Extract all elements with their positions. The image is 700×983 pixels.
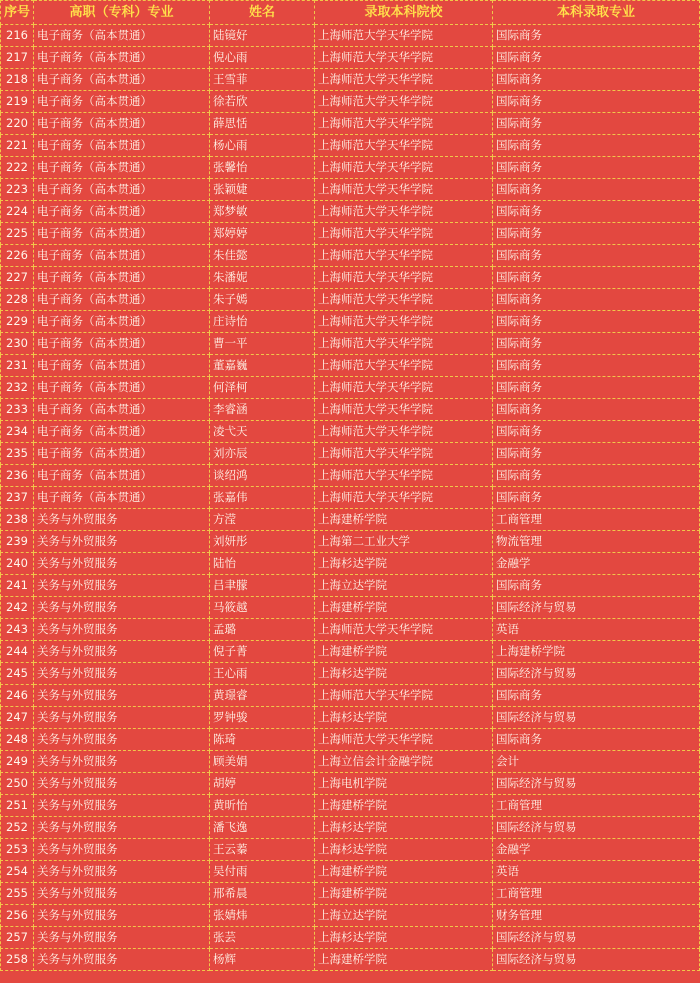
cell-name: 曹一平 [210,333,315,355]
table-row [1,421,700,443]
table-row [1,377,700,399]
cell-undergrad-major: 国际商务 [493,179,700,201]
cell-admitted-college: 上海师范大学天华学院 [315,135,493,157]
cell-undergrad-major: 工商管理 [493,509,700,531]
cell-vocational-major: 关务与外贸服务 [34,795,210,817]
cell-index: 258 [1,949,34,971]
cell-index: 234 [1,421,34,443]
header-index: 序号 [1,1,34,25]
cell-admitted-college: 上海建桥学院 [315,509,493,531]
cell-undergrad-major: 国际商务 [493,135,700,157]
cell-admitted-college: 上海师范大学天华学院 [315,157,493,179]
cell-index: 226 [1,245,34,267]
cell-vocational-major: 电子商务（高本贯通） [34,245,210,267]
table-row [1,729,700,751]
cell-admitted-college: 上海师范大学天华学院 [315,91,493,113]
table-row [1,355,700,377]
cell-vocational-major: 电子商务（高本贯通） [34,465,210,487]
cell-index: 220 [1,113,34,135]
cell-admitted-college: 上海建桥学院 [315,795,493,817]
cell-undergrad-major: 国际经济与贸易 [493,597,700,619]
cell-vocational-major: 关务与外贸服务 [34,663,210,685]
table-row [1,333,700,355]
cell-admitted-college: 上海师范大学天华学院 [315,355,493,377]
cell-index: 223 [1,179,34,201]
cell-admitted-college: 上海师范大学天华学院 [315,377,493,399]
cell-undergrad-major: 国际商务 [493,333,700,355]
cell-name: 马筱越 [210,597,315,619]
cell-name: 罗钟骏 [210,707,315,729]
table-row [1,531,700,553]
cell-vocational-major: 关务与外贸服务 [34,707,210,729]
cell-index: 246 [1,685,34,707]
table-row [1,157,700,179]
cell-vocational-major: 电子商务（高本贯通） [34,91,210,113]
cell-admitted-college: 上海师范大学天华学院 [315,245,493,267]
cell-index: 231 [1,355,34,377]
cell-vocational-major: 关务与外贸服务 [34,575,210,597]
cell-vocational-major: 关务与外贸服务 [34,773,210,795]
table-row [1,267,700,289]
table-row [1,597,700,619]
cell-name: 朱子嫣 [210,289,315,311]
cell-index: 239 [1,531,34,553]
cell-name: 吕聿朦 [210,575,315,597]
cell-admitted-college: 上海师范大学天华学院 [315,69,493,91]
cell-vocational-major: 电子商务（高本贯通） [34,179,210,201]
header-vocational-major: 高职（专科）专业 [34,1,210,25]
cell-admitted-college: 上海建桥学院 [315,883,493,905]
cell-admitted-college: 上海师范大学天华学院 [315,399,493,421]
cell-name: 倪心雨 [210,47,315,69]
table-row [1,575,700,597]
cell-admitted-college: 上海师范大学天华学院 [315,465,493,487]
cell-undergrad-major: 国际商务 [493,729,700,751]
cell-vocational-major: 电子商务（高本贯通） [34,69,210,91]
cell-vocational-major: 电子商务（高本贯通） [34,289,210,311]
cell-vocational-major: 关务与外贸服务 [34,619,210,641]
table-row [1,619,700,641]
cell-undergrad-major: 国际商务 [493,575,700,597]
cell-vocational-major: 电子商务（高本贯通） [34,443,210,465]
cell-undergrad-major: 金融学 [493,553,700,575]
cell-name: 陆怡 [210,553,315,575]
cell-admitted-college: 上海建桥学院 [315,861,493,883]
cell-name: 张婧炜 [210,905,315,927]
table-row [1,509,700,531]
cell-undergrad-major: 国际商务 [493,113,700,135]
cell-index: 230 [1,333,34,355]
cell-undergrad-major: 国际经济与贸易 [493,663,700,685]
cell-name: 凌弋天 [210,421,315,443]
cell-undergrad-major: 国际商务 [493,355,700,377]
cell-admitted-college: 上海立信会计金融学院 [315,751,493,773]
cell-index: 225 [1,223,34,245]
cell-name: 吴付雨 [210,861,315,883]
cell-name: 邢希晨 [210,883,315,905]
table-row [1,311,700,333]
cell-vocational-major: 电子商务（高本贯通） [34,223,210,245]
cell-undergrad-major: 上海建桥学院 [493,641,700,663]
cell-name: 庄诗怡 [210,311,315,333]
cell-undergrad-major: 国际经济与贸易 [493,927,700,949]
cell-name: 黄昕怡 [210,795,315,817]
cell-admitted-college: 上海师范大学天华学院 [315,311,493,333]
cell-undergrad-major: 国际商务 [493,47,700,69]
table-row [1,465,700,487]
cell-undergrad-major: 国际经济与贸易 [493,949,700,971]
cell-index: 217 [1,47,34,69]
cell-name: 郑婷婷 [210,223,315,245]
cell-index: 227 [1,267,34,289]
cell-admitted-college: 上海师范大学天华学院 [315,333,493,355]
cell-vocational-major: 关务与外贸服务 [34,839,210,861]
cell-vocational-major: 电子商务（高本贯通） [34,113,210,135]
cell-vocational-major: 电子商务（高本贯通） [34,399,210,421]
table-row [1,223,700,245]
cell-index: 251 [1,795,34,817]
cell-vocational-major: 关务与外贸服务 [34,597,210,619]
table-row [1,69,700,91]
table-row [1,751,700,773]
cell-name: 张芸 [210,927,315,949]
cell-vocational-major: 电子商务（高本贯通） [34,201,210,223]
table-row [1,707,700,729]
cell-index: 237 [1,487,34,509]
cell-vocational-major: 电子商务（高本贯通） [34,377,210,399]
cell-name: 黄璟睿 [210,685,315,707]
cell-index: 233 [1,399,34,421]
cell-index: 218 [1,69,34,91]
cell-undergrad-major: 物流管理 [493,531,700,553]
cell-vocational-major: 关务与外贸服务 [34,949,210,971]
cell-vocational-major: 关务与外贸服务 [34,927,210,949]
cell-vocational-major: 关务与外贸服务 [34,553,210,575]
cell-undergrad-major: 国际商务 [493,223,700,245]
cell-admitted-college: 上海杉达学院 [315,553,493,575]
cell-admitted-college: 上海师范大学天华学院 [315,729,493,751]
cell-vocational-major: 关务与外贸服务 [34,861,210,883]
cell-undergrad-major: 国际商务 [493,465,700,487]
cell-name: 王心雨 [210,663,315,685]
cell-vocational-major: 关务与外贸服务 [34,641,210,663]
cell-name: 陆镜好 [210,25,315,47]
cell-index: 235 [1,443,34,465]
cell-index: 229 [1,311,34,333]
cell-vocational-major: 关务与外贸服务 [34,729,210,751]
cell-vocational-major: 关务与外贸服务 [34,905,210,927]
cell-undergrad-major: 国际经济与贸易 [493,707,700,729]
cell-vocational-major: 关务与外贸服务 [34,883,210,905]
cell-index: 247 [1,707,34,729]
cell-name: 刘妍彤 [210,531,315,553]
cell-index: 254 [1,861,34,883]
cell-name: 朱潘妮 [210,267,315,289]
cell-name: 徐若欣 [210,91,315,113]
table-row [1,245,700,267]
table-row [1,289,700,311]
table-row [1,905,700,927]
cell-vocational-major: 电子商务（高本贯通） [34,355,210,377]
cell-vocational-major: 电子商务（高本贯通） [34,25,210,47]
cell-name: 王雪菲 [210,69,315,91]
table-row [1,949,700,971]
cell-name: 谈绍鸿 [210,465,315,487]
cell-admitted-college: 上海建桥学院 [315,641,493,663]
cell-vocational-major: 关务与外贸服务 [34,509,210,531]
cell-admitted-college: 上海立达学院 [315,575,493,597]
cell-undergrad-major: 金融学 [493,839,700,861]
table-row [1,47,700,69]
cell-admitted-college: 上海师范大学天华学院 [315,443,493,465]
cell-index: 238 [1,509,34,531]
cell-name: 潘飞逸 [210,817,315,839]
cell-vocational-major: 电子商务（高本贯通） [34,47,210,69]
table-row [1,487,700,509]
cell-index: 245 [1,663,34,685]
cell-vocational-major: 关务与外贸服务 [34,685,210,707]
table-row [1,399,700,421]
cell-undergrad-major: 工商管理 [493,883,700,905]
table-row [1,861,700,883]
cell-undergrad-major: 国际商务 [493,685,700,707]
header-undergrad-major: 本科录取专业 [493,1,700,25]
cell-undergrad-major: 国际商务 [493,311,700,333]
cell-undergrad-major: 工商管理 [493,795,700,817]
table-row [1,443,700,465]
cell-name: 陈琦 [210,729,315,751]
cell-admitted-college: 上海师范大学天华学院 [315,685,493,707]
cell-index: 255 [1,883,34,905]
cell-name: 王云蓁 [210,839,315,861]
cell-admitted-college: 上海师范大学天华学院 [315,223,493,245]
cell-undergrad-major: 国际商务 [493,267,700,289]
cell-undergrad-major: 国际商务 [493,201,700,223]
cell-admitted-college: 上海师范大学天华学院 [315,487,493,509]
cell-undergrad-major: 英语 [493,619,700,641]
cell-admitted-college: 上海建桥学院 [315,597,493,619]
cell-index: 232 [1,377,34,399]
cell-index: 253 [1,839,34,861]
cell-index: 257 [1,927,34,949]
cell-admitted-college: 上海立达学院 [315,905,493,927]
table-header [1,1,700,25]
cell-undergrad-major: 英语 [493,861,700,883]
cell-vocational-major: 电子商务（高本贯通） [34,421,210,443]
cell-name: 薛思恬 [210,113,315,135]
cell-index: 256 [1,905,34,927]
cell-admitted-college: 上海杉达学院 [315,927,493,949]
cell-index: 219 [1,91,34,113]
cell-name: 杨辉 [210,949,315,971]
cell-index: 241 [1,575,34,597]
cell-index: 252 [1,817,34,839]
cell-name: 郑梦敏 [210,201,315,223]
cell-undergrad-major: 国际经济与贸易 [493,773,700,795]
table-body [1,25,700,971]
table-row [1,773,700,795]
cell-index: 240 [1,553,34,575]
cell-index: 236 [1,465,34,487]
cell-index: 244 [1,641,34,663]
cell-admitted-college: 上海师范大学天华学院 [315,201,493,223]
cell-name: 胡婷 [210,773,315,795]
cell-vocational-major: 关务与外贸服务 [34,751,210,773]
header-row [1,1,700,25]
cell-name: 孟璐 [210,619,315,641]
cell-index: 221 [1,135,34,157]
cell-name: 刘亦辰 [210,443,315,465]
cell-index: 250 [1,773,34,795]
cell-index: 216 [1,25,34,47]
cell-undergrad-major: 国际商务 [493,399,700,421]
table-row [1,795,700,817]
table-row [1,135,700,157]
header-name: 姓名 [210,1,315,25]
cell-admitted-college: 上海杉达学院 [315,817,493,839]
cell-index: 242 [1,597,34,619]
cell-vocational-major: 电子商务（高本贯通） [34,135,210,157]
cell-vocational-major: 电子商务（高本贯通） [34,333,210,355]
cell-name: 方滢 [210,509,315,531]
cell-admitted-college: 上海第二工业大学 [315,531,493,553]
cell-name: 董嘉巍 [210,355,315,377]
cell-index: 224 [1,201,34,223]
cell-name: 杨心雨 [210,135,315,157]
cell-vocational-major: 电子商务（高本贯通） [34,311,210,333]
table-row [1,201,700,223]
cell-vocational-major: 电子商务（高本贯通） [34,157,210,179]
cell-undergrad-major: 国际商务 [493,443,700,465]
cell-index: 248 [1,729,34,751]
table-row [1,839,700,861]
cell-admitted-college: 上海师范大学天华学院 [315,113,493,135]
table-row [1,179,700,201]
cell-undergrad-major: 国际商务 [493,25,700,47]
cell-undergrad-major: 国际商务 [493,157,700,179]
cell-index: 243 [1,619,34,641]
cell-admitted-college: 上海杉达学院 [315,663,493,685]
cell-name: 倪子菁 [210,641,315,663]
cell-undergrad-major: 国际商务 [493,487,700,509]
cell-admitted-college: 上海杉达学院 [315,707,493,729]
cell-admitted-college: 上海建桥学院 [315,949,493,971]
cell-admitted-college: 上海师范大学天华学院 [315,421,493,443]
cell-admitted-college: 上海杉达学院 [315,839,493,861]
cell-name: 李睿涵 [210,399,315,421]
cell-index: 249 [1,751,34,773]
cell-vocational-major: 电子商务（高本贯通） [34,267,210,289]
cell-name: 张颖婕 [210,179,315,201]
cell-undergrad-major: 国际商务 [493,289,700,311]
cell-index: 228 [1,289,34,311]
table-row [1,685,700,707]
cell-name: 何泽柯 [210,377,315,399]
table-row [1,91,700,113]
table-row [1,553,700,575]
cell-admitted-college: 上海师范大学天华学院 [315,619,493,641]
cell-index: 222 [1,157,34,179]
table-row [1,927,700,949]
cell-admitted-college: 上海师范大学天华学院 [315,47,493,69]
cell-undergrad-major: 国际商务 [493,69,700,91]
cell-vocational-major: 电子商务（高本贯通） [34,487,210,509]
table-row [1,25,700,47]
cell-name: 朱佳懿 [210,245,315,267]
cell-undergrad-major: 国际商务 [493,91,700,113]
cell-undergrad-major: 国际经济与贸易 [493,817,700,839]
cell-undergrad-major: 国际商务 [493,421,700,443]
cell-name: 顾美娟 [210,751,315,773]
table-row [1,817,700,839]
cell-undergrad-major: 财务管理 [493,905,700,927]
table-row [1,113,700,135]
cell-vocational-major: 关务与外贸服务 [34,531,210,553]
header-admitted-college: 录取本科院校 [315,1,493,25]
cell-admitted-college: 上海师范大学天华学院 [315,25,493,47]
cell-admitted-college: 上海师范大学天华学院 [315,289,493,311]
table-row [1,641,700,663]
table-row [1,883,700,905]
table-row [1,663,700,685]
cell-undergrad-major: 国际商务 [493,377,700,399]
cell-vocational-major: 关务与外贸服务 [34,817,210,839]
cell-admitted-college: 上海师范大学天华学院 [315,267,493,289]
cell-name: 张嘉伟 [210,487,315,509]
cell-admitted-college: 上海电机学院 [315,773,493,795]
cell-admitted-college: 上海师范大学天华学院 [315,179,493,201]
cell-undergrad-major: 国际商务 [493,245,700,267]
cell-undergrad-major: 会计 [493,751,700,773]
cell-name: 张馨怡 [210,157,315,179]
